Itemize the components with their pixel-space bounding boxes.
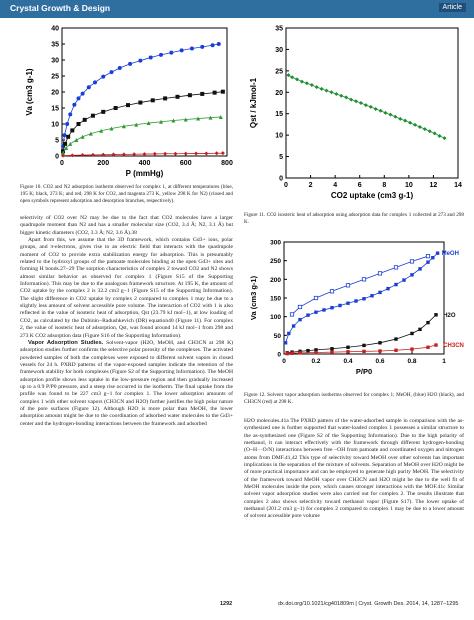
y-tick-label: 0 [279,175,283,183]
article-badge: Article [439,3,466,12]
data-point [426,346,429,349]
data-point [72,103,76,107]
data-point [378,341,381,344]
legend-label: H2O [443,312,456,319]
data-series [290,254,429,316]
data-series [286,313,438,354]
y-tick-label: 20 [51,89,59,97]
x-tick-label: 6 [357,182,362,189]
data-point [410,273,413,276]
data-point [298,351,301,354]
data-point [87,85,91,89]
data-point [305,81,309,85]
figure-10-chart [20,22,235,182]
data-point [310,83,314,87]
data-point [378,291,381,294]
data-point [394,283,397,286]
x-tick-label: 0.2 [311,358,321,365]
data-point [346,350,349,353]
data-point [215,151,219,155]
data-point [362,350,365,353]
data-point [292,324,295,327]
y-tick-label: 40 [51,25,59,33]
data-point [211,43,215,47]
data-point [434,313,437,316]
data-point [63,142,67,146]
figure-10-caption: Figure 10. CO2 and N2 adsorption isotherm observed for complex 1, at different temperatures (blue, 195 K; black, 273 K; and red, 298 K for CO2, and magenta 273 K, yellow 298 K for N2) (closed and open symbols represent adsorption and desorption branches, respectively). [20,184,233,204]
journal-header-bar [0,0,474,18]
data-point [418,267,421,270]
data-point [394,337,397,340]
y-tick-label: 20 [275,89,283,97]
section-heading: Vapor Adsorption Studies. [28,339,104,346]
x-tick-label: 4 [333,182,338,189]
data-point [438,134,442,138]
data-point [334,92,338,96]
data-point [378,272,381,275]
data-point [330,350,333,353]
data-point [66,135,70,139]
x-axis-label: P/P0 [355,367,373,376]
data-point [290,352,293,355]
data-point [426,260,429,263]
y-tick-label: 15 [275,111,283,119]
y-tick-label: 30 [51,57,59,65]
data-point [200,92,204,96]
y-tick-label: 25 [51,73,59,81]
data-point [362,278,365,281]
figure-12-chart [244,236,469,386]
y-tick-label: 100 [270,314,281,322]
data-point [306,313,309,316]
data-point [138,101,142,105]
data-point [315,85,319,89]
data-point [217,42,221,46]
x-tick-label: 0 [284,182,288,189]
data-point [91,114,95,118]
data-point [325,89,329,93]
doi-citation: dx.doi.org/10.1021/cg401809m | Cryst. Growth Des. 2014, 14, 1287−1295 [278,601,459,607]
x-axis-label: CO2 uptake (cm3 g-1) [330,191,414,200]
y-tick-label: 200 [270,276,281,284]
data-point [65,122,69,126]
paragraph: selectivity of CO2 over N2 may be due to the fact that CO2 molecules have a larger quadrupole moment than N2 and has a smaller molecular size (CO2, 3.4 Å; N2, 3.1 Å) but bigger kinetic diameters (CO2, 3.3 Å; N2, 3.6 Å).38 [20,215,233,236]
x-tick-label: 600 [179,160,192,167]
data-point [320,87,324,91]
y-tick-label: 0 [55,153,59,161]
data-point [81,135,85,139]
data-point [410,332,413,335]
data-point [180,48,184,52]
x-tick-label: 0 [60,160,64,167]
y-tick-label: 5 [55,137,59,145]
x-tick-label: 0 [282,358,286,365]
x-tick-label: 1 [442,358,446,365]
x-tick-label: 0.6 [375,358,385,365]
y-tick-label: 35 [275,25,283,33]
y-tick-label: 300 [270,239,281,247]
y-tick-label: 25 [275,68,283,76]
data-point [436,252,439,255]
data-point [188,93,192,97]
data-point [149,55,153,59]
data-point [403,119,407,123]
data-point [298,318,301,321]
data-point [408,121,412,125]
y-axis-label: Va (cm3 g-1) [25,68,34,116]
data-point [290,313,293,316]
x-tick-label: 10 [404,182,413,189]
data-point [83,118,87,122]
data-point [339,94,343,98]
data-point [126,103,130,107]
data-point [362,297,365,300]
data-point [378,349,381,352]
x-tick-label: 12 [429,182,438,189]
figure-11-chart [244,22,469,207]
y-axis-label: Va (cm3 g-1) [249,275,258,321]
data-point [410,347,413,350]
series-line [292,256,428,314]
journal-title: Crystal Growth & Design [10,3,111,13]
data-point [213,91,217,95]
legend-label: MeOH [441,251,459,258]
y-tick-label: 250 [270,258,281,266]
y-axis-label: Qst / kJmol-1 [249,77,258,129]
x-tick-label: 0.4 [343,358,353,365]
data-point [418,125,422,129]
paragraph: H2O molecules.41a The PXRD pattern of the water-adsorbed sample in comparison with the as-synthesized one is further supported that water-loaded complex 1 possesses a similar structure to the as-synthesized one (Figure S2 of the Supporting Information). Due to the high polarity of methanol, it can interact effectively with the framework through different hydrogen-bonding (O−H···O/N) interactions between free −OH from pamoate and coordinated oxygen and nitrogen atoms from DMF.41,42 This type of selectivity toward MeOH over other solvents has important implications in the separation of the mixture of solvents. Separation of MeOH over H2O might be of more practical importance and can be employed to generate high purity MeOH. The selectivity of the framework toward MeOH vapor over CH3CN and H2O might be due to the well fit of MeOH molecules inside the pore, which causes stronger interactions with the MOF.41c Similar solvent vapor adsorption studies were also carried out for complex 2. The results illustrate that complex 2 also shows selectivity toward methanol vapor (Figure S17). The lower uptake of methanol (201.2 cm3 g−1) for complex 2 compared to complex 1 may be due to a lower amount of solvent accessible pore volume [244,418,464,520]
data-point [163,96,167,100]
data-point [221,151,225,155]
data-point [314,296,317,299]
data-point [359,101,363,105]
data-point [431,256,434,259]
y-tick-label: 150 [270,295,281,303]
data-point [77,122,81,126]
paragraph: Solvent-vapor (H2O, MeOH, and CH3CN at 298 K) adsorption studies further confirms the selective polar porosity of the complexes. The activated powdered samples of both the complexes were exposed to different solvent vapors in closed vessels for 24 h. PXRD patterns of the vapor-exposed samples indicate the retention of the framework stability for both complexes (Figure S2 of the Supporting Information). The MeOH adsorption profile shows less uptake in the low-pressure region and then gradually increased up to a 0.9 P/P0 pressure, and a steep rise occurred in the isotherm. The final uptake from the profile was found to be 227 cm3 g−1 for complex 1. The lower adsorption amounts of complex 1 with other solvent vapors (CH3CN and H2O) further justifies the high polar nature of the pore surfaces (Figure 12). Although H2O is more polar than MeOH, the lower adsorption amount might be due to the coordination of adsorbed water molecules to the Gd3+ center and the hydrogen-bonding interactions between the framework and adsorbed [20,339,234,427]
data-point [314,351,317,354]
data-point [298,305,301,308]
x-tick-label: 400 [138,160,151,167]
x-tick-label: 2 [308,182,313,189]
data-series [284,252,439,345]
y-tick-label: 15 [51,105,59,113]
data-point [433,131,437,135]
data-point [159,53,163,57]
y-tick-label: 10 [275,132,283,140]
data-point [128,62,132,66]
data-point [286,73,290,77]
data-point [394,349,397,352]
data-point [330,290,333,293]
data-point [184,152,188,156]
data-point [110,70,114,74]
data-series [61,42,221,148]
data-point [81,92,85,96]
data-series [61,90,225,154]
data-point [402,278,405,281]
data-point [434,343,437,346]
right-column-text [244,418,464,521]
data-point [364,103,368,107]
data-point [221,90,225,94]
data-point [68,112,72,116]
data-point [200,45,204,49]
data-point [300,80,304,84]
data-point [151,98,155,102]
data-point [413,123,417,127]
data-point [284,341,287,344]
data-point [287,332,290,335]
data-point [153,152,157,156]
data-point [349,98,353,102]
y-tick-label: 5 [279,154,283,162]
data-point [369,105,373,109]
x-tick-label: 0.8 [407,358,417,365]
data-point [290,75,294,79]
data-point [354,299,357,302]
data-point [190,46,194,50]
data-point [330,347,333,350]
data-point [93,80,97,84]
data-point [114,106,118,110]
data-point [388,113,392,117]
data-point [346,302,349,305]
series-line [63,117,221,153]
data-point [398,117,402,121]
data-point [138,59,142,63]
data-point [346,284,349,287]
data-point [354,99,358,103]
data-series [286,73,446,140]
data-point [426,254,429,257]
data-point [442,136,446,140]
data-point [338,304,341,307]
data-point [169,51,173,55]
data-point [176,95,180,99]
y-tick-label: 30 [275,46,283,54]
plot-frame [286,28,458,178]
legend-label: CH3CN [443,343,464,350]
data-point [418,328,421,331]
page-number: 1292 [220,601,233,607]
data-point [173,152,177,156]
data-point [286,352,289,355]
data-point [344,95,348,99]
x-tick-label: 200 [97,160,110,167]
data-point [74,138,78,142]
data-point [295,77,299,81]
x-tick-label: 800 [221,160,233,167]
data-point [68,142,72,146]
data-point [428,129,432,133]
x-tick-label: 14 [454,182,462,189]
data-point [374,107,378,111]
figure-11-caption: Figure 11. CO2 isosteric heat of adsorption using adsorption data for complex 1 collected at 273 and 298 K. [244,212,464,225]
data-point [362,344,365,347]
data-point [329,90,333,94]
data-point [163,152,167,156]
data-point [314,310,317,313]
data-point [204,151,208,155]
series-line [63,92,223,152]
data-point [62,133,66,137]
data-point [101,75,105,79]
data-point [384,111,388,115]
data-point [194,151,198,155]
data-point [394,266,397,269]
y-tick-label: 35 [51,41,59,49]
data-point [118,66,122,70]
data-point [379,109,383,113]
data-point [410,260,413,263]
y-tick-label: 10 [51,121,59,129]
data-point [70,153,74,157]
data-point [101,110,105,114]
data-point [77,96,81,100]
data-point [423,127,427,131]
data-point [386,287,389,290]
data-point [370,294,373,297]
figure-12-caption: Figure 12. Solvent vapor adsorption isotherms observed for complex 1; MeOH, (blue) H2O (black), and CH3CN (red) at 298 K. [244,392,464,405]
data-point [322,308,325,311]
data-point [70,128,74,132]
data-point [393,115,397,119]
data-point [426,321,429,324]
data-series [61,151,225,158]
data-point [306,349,309,352]
data-point [330,306,333,309]
paragraph: Apart from this, we assume that the 3D framework, which contains Gd3+ ions, polar groups, and π-electrons, gives rise to an electric field that interacts with the quadrupole moment of CO2 to provide extra stabilization energy for adsorption. This is presumably related to the hydroxyl groups of the pamoate molecules binding at the open Gd3+ sites and forming H bonds.27−29 The sorption characteristics of complex 2 toward CO2 and N2 shows almost similar behavior as observed for complex 1 (Figure S15 of the Supporting Information). This may be due to the analogous framework structure. At 195 K, the amount of CO2 uptake by the complex 2 is 32.2 cm3 g−1 (Figure S15 of the Supporting Information). The slight difference in CO2 uptake by complex 2 compared to complex 1 may be due to a slightly less amount of solvent accessible pore volume. The interaction of CO2 with 1 is also reflected in the value of isosteric heat of adsorption, Qst (23.79 kJ mol−1), at low loading of CO2, as calculated by the Dubinin−Radushkevich (DR) equation40 (Figure 11). For complex 2, the value of isosteric heat of adsorption, Qst, was found around 14 kJ mol−1 from 298 and 273 K CO2 adsorption data (Figure S16 of the Supporting Information). [20,237,233,339]
y-tick-label: 0 [277,351,281,359]
data-point [143,152,147,156]
left-column-text [20,215,233,428]
data-point [346,346,349,349]
x-tick-label: 8 [382,182,387,189]
y-tick-label: 50 [273,332,281,340]
x-axis-label: P (mmHg) [125,169,164,178]
series-line [286,253,438,343]
